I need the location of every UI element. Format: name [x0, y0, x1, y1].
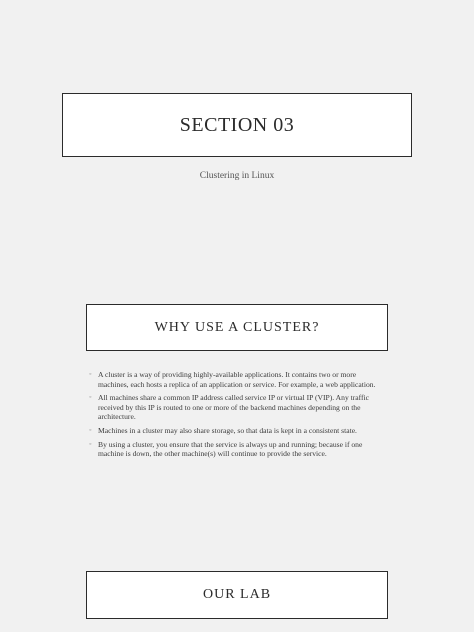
bullet-item: [89, 426, 385, 436]
bullet-marker-icon: ◦: [89, 425, 92, 434]
bullet-item: [89, 370, 385, 389]
bullet-marker-icon: ◦: [89, 393, 92, 402]
bullet-marker-icon: ◦: [89, 439, 92, 448]
why-cluster-heading: WHY USE A CLUSTER?: [154, 319, 320, 335]
our-lab-heading-box: [86, 571, 388, 619]
bullet-item: [89, 440, 385, 459]
cluster-bullet-list: [89, 370, 385, 463]
why-cluster-heading-box: [86, 304, 388, 351]
section-subtitle: Clustering in Linux: [199, 171, 275, 181]
bullet-marker-icon: ◦: [89, 370, 92, 378]
bullet-item: [89, 393, 385, 422]
bullet-text: A cluster is a way of providing highly-available applications. It contains two or more machines, each hosts a replica of an application or service. For example, a web application.: [98, 370, 376, 389]
section-title: SECTION 03: [179, 113, 295, 136]
section-title-box: [62, 93, 412, 157]
bullet-text: All machines share a common IP address called service IP or virtual IP (VIP). Any traffic received by this IP is routed to one or more of the backend machines depending on the architecture.: [98, 393, 370, 422]
bullet-text: By using a cluster, you ensure that the service is always up and running; because if one machine is down, the other machine(s) will continue to provide the service.: [98, 439, 363, 459]
bullet-text: Machines in a cluster may also share storage, so that data is kept in a consistent state.: [98, 425, 357, 435]
our-lab-heading: OUR LAB: [202, 587, 272, 602]
